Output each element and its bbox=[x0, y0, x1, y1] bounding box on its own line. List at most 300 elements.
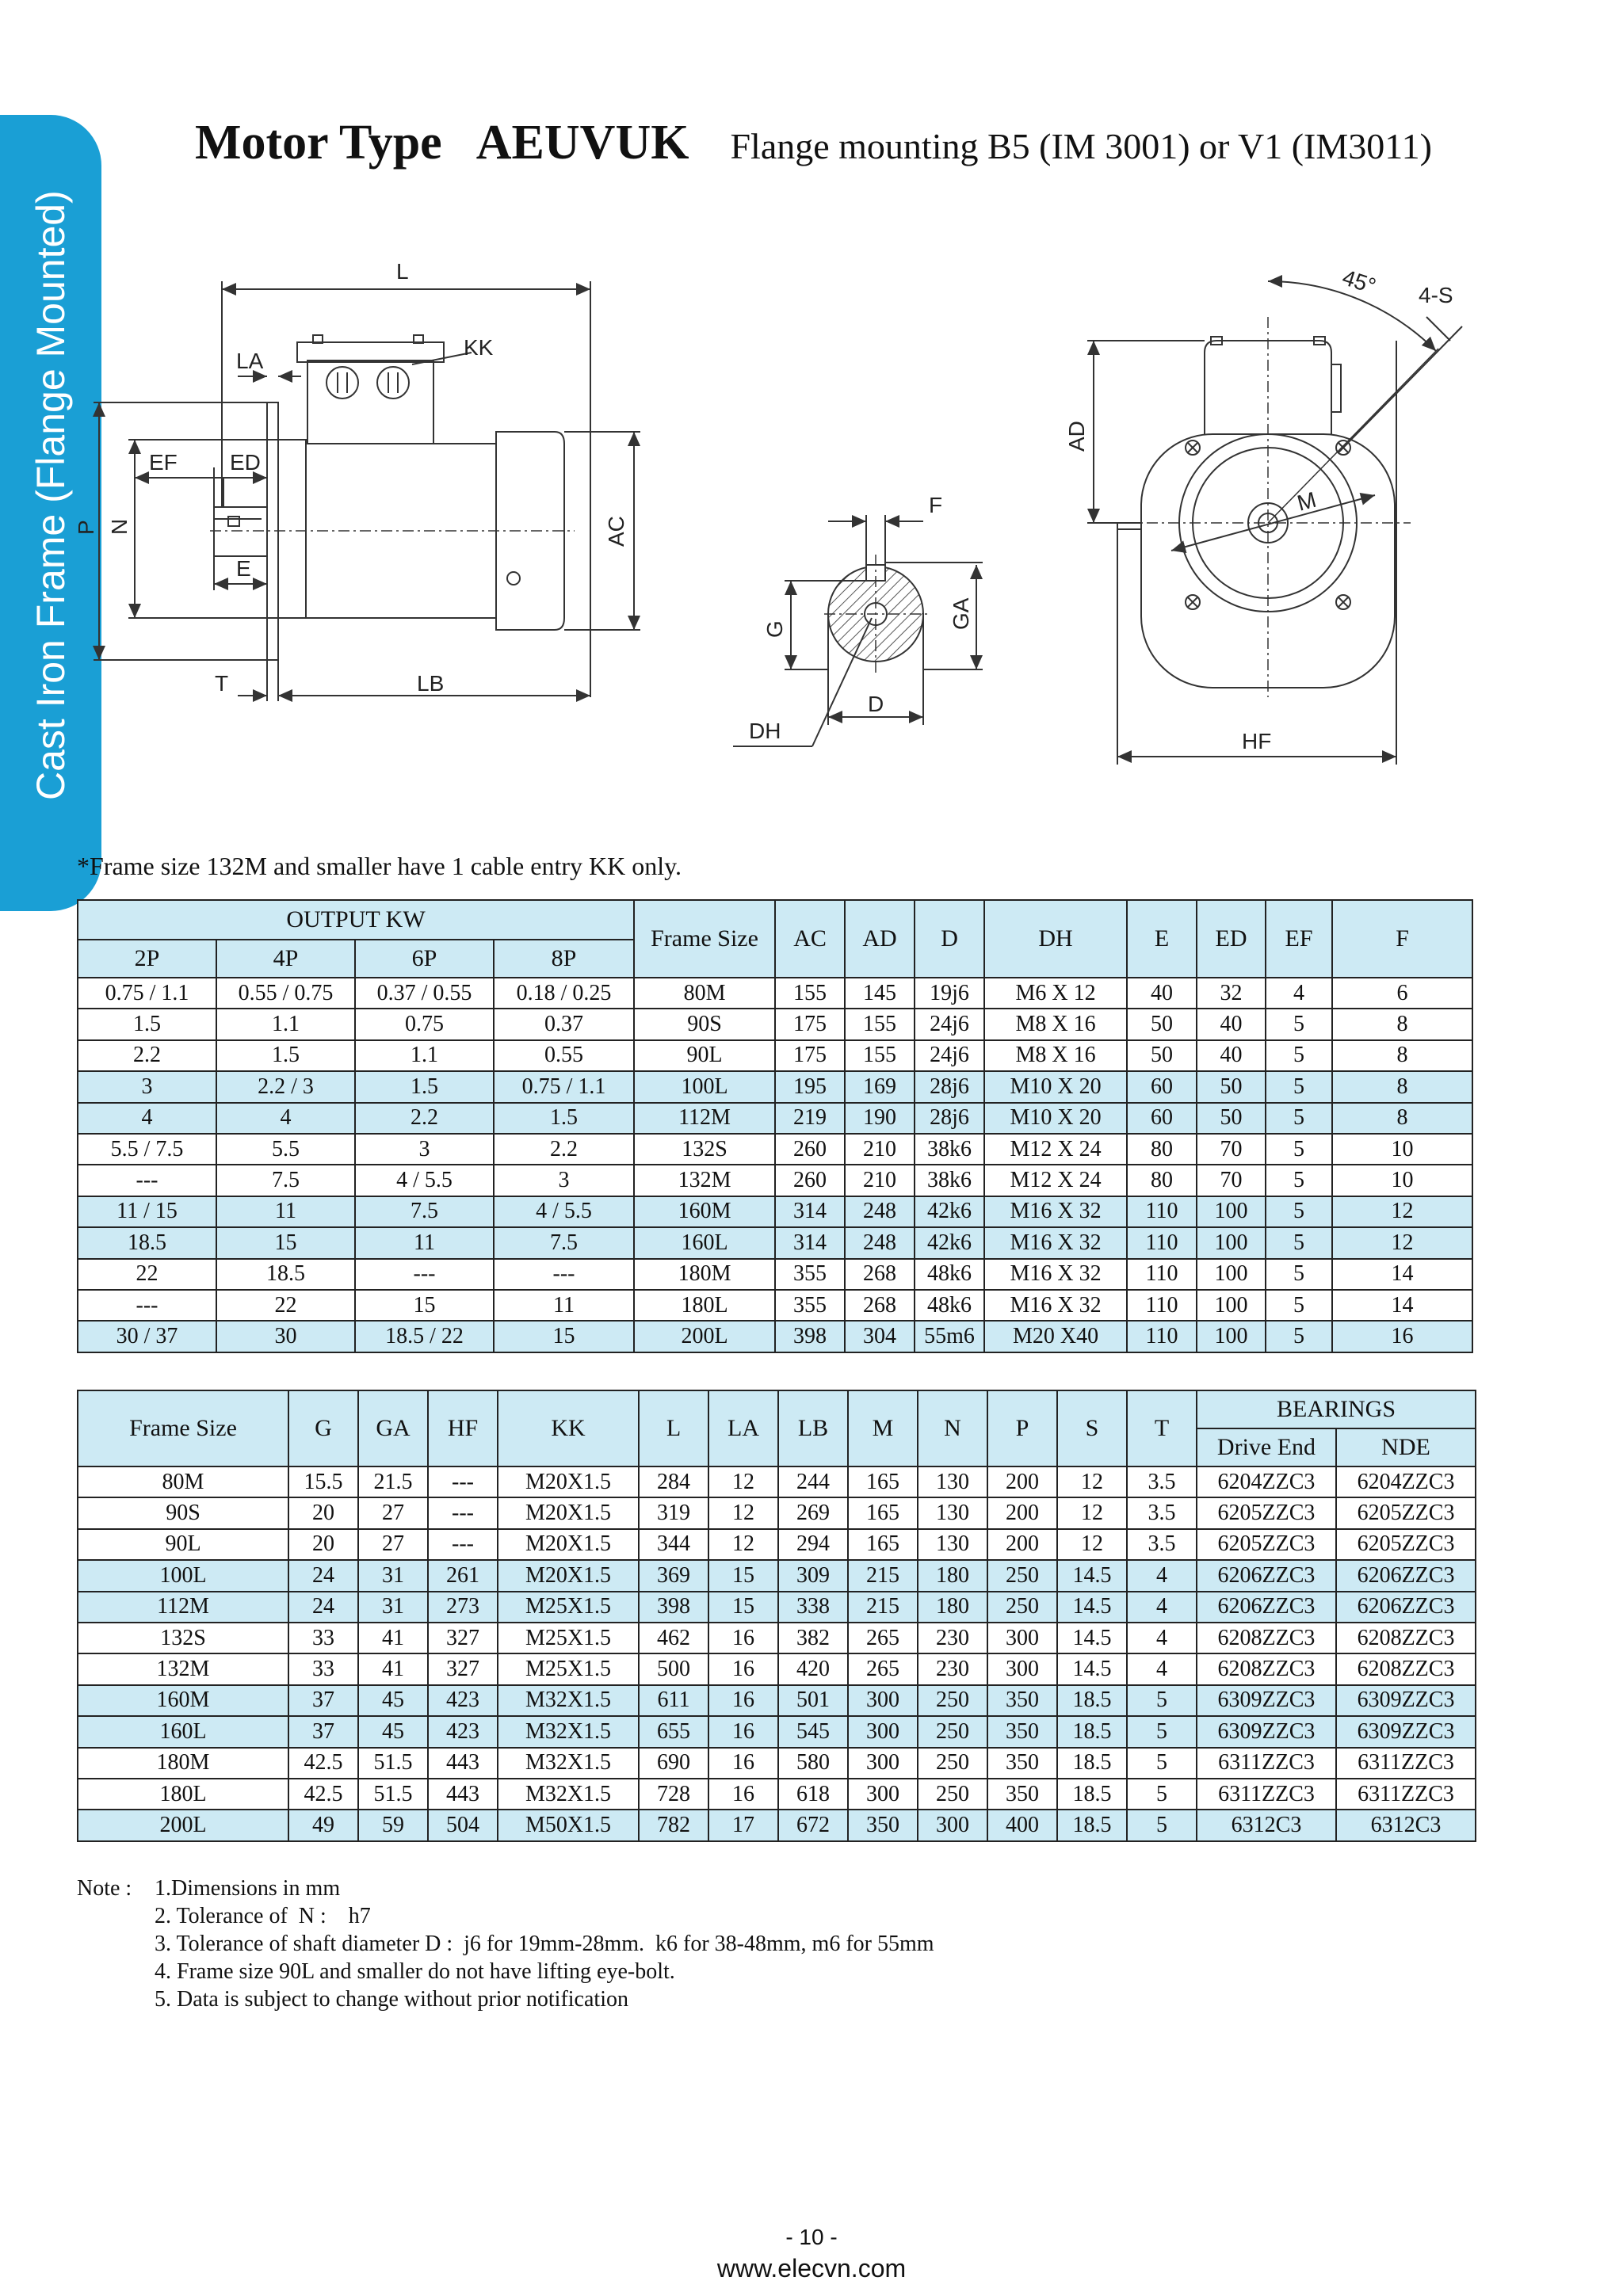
table-cell: 41 bbox=[358, 1653, 428, 1684]
table-cell: 45 bbox=[358, 1685, 428, 1716]
table-cell: 130 bbox=[918, 1497, 987, 1528]
table-cell: M16 X 32 bbox=[984, 1196, 1127, 1227]
table-cell: 265 bbox=[848, 1653, 918, 1684]
table-row bbox=[78, 1592, 1476, 1623]
table-cell: 160M bbox=[78, 1685, 288, 1716]
table-cell: 250 bbox=[918, 1748, 987, 1779]
table-cell: 90S bbox=[634, 1009, 775, 1039]
table-cell: 462 bbox=[639, 1623, 708, 1653]
col-header: AC bbox=[775, 900, 845, 978]
table-row bbox=[78, 1466, 1476, 1497]
table-cell: M32X1.5 bbox=[498, 1716, 639, 1747]
table-cell: 8 bbox=[1332, 1009, 1472, 1039]
table-cell: 16 bbox=[708, 1623, 778, 1653]
table-cell: 195 bbox=[775, 1071, 845, 1102]
table-cell: 3.5 bbox=[1127, 1497, 1197, 1528]
table-cell: 169 bbox=[845, 1071, 915, 1102]
table-cell: 155 bbox=[775, 978, 845, 1009]
table-cell: 230 bbox=[918, 1653, 987, 1684]
table-cell: 1.5 bbox=[355, 1071, 494, 1102]
table-cell: 100L bbox=[78, 1560, 288, 1591]
table-cell: 80M bbox=[78, 1466, 288, 1497]
table-cell: 0.75 / 1.1 bbox=[78, 978, 216, 1009]
table-cell: 110 bbox=[1127, 1227, 1197, 1258]
table-cell: 18.5 bbox=[78, 1227, 216, 1258]
table-cell: 42.5 bbox=[288, 1779, 358, 1810]
note-item: 4. Frame size 90L and smaller do not have lifting eye-bolt. bbox=[155, 1959, 675, 1984]
table-cell: 2.2 bbox=[355, 1103, 494, 1134]
table-cell: 350 bbox=[987, 1685, 1057, 1716]
table-cell: 12 bbox=[1057, 1497, 1127, 1528]
table-cell: 12 bbox=[708, 1497, 778, 1528]
table-cell: 5.5 bbox=[216, 1134, 355, 1165]
table-cell: M20X1.5 bbox=[498, 1466, 639, 1497]
table-cell: 80M bbox=[634, 978, 775, 1009]
note-item: 2. Tolerance of N : h7 bbox=[155, 1904, 371, 1928]
table-cell: 6206ZZC3 bbox=[1336, 1560, 1476, 1591]
table-cell: 300 bbox=[848, 1685, 918, 1716]
col-header: D bbox=[915, 900, 984, 978]
table-cell: 6206ZZC3 bbox=[1336, 1592, 1476, 1623]
label-AD: AD bbox=[1064, 421, 1089, 452]
col-header: F bbox=[1332, 900, 1472, 978]
table-cell: 420 bbox=[778, 1653, 848, 1684]
col-header: LB bbox=[778, 1390, 848, 1466]
table-row bbox=[78, 1134, 1472, 1165]
table-cell: 51.5 bbox=[358, 1748, 428, 1779]
table-cell: 6309ZZC3 bbox=[1197, 1716, 1336, 1747]
table-cell: 338 bbox=[778, 1592, 848, 1623]
notes-lead: Note : bbox=[77, 1876, 132, 1901]
table-cell: 18.5 bbox=[1057, 1779, 1127, 1810]
table-cell: M10 X 20 bbox=[984, 1103, 1127, 1134]
table-cell: M16 X 32 bbox=[984, 1290, 1127, 1321]
table-cell: 0.18 / 0.25 bbox=[494, 978, 634, 1009]
table-cell: 423 bbox=[428, 1716, 498, 1747]
table-cell: 4 bbox=[1127, 1560, 1197, 1591]
table-cell: 38k6 bbox=[915, 1165, 984, 1196]
table-cell: 51.5 bbox=[358, 1779, 428, 1810]
table-row bbox=[78, 1685, 1476, 1716]
table-cell: 369 bbox=[639, 1560, 708, 1591]
table-cell: 248 bbox=[845, 1227, 915, 1258]
table-cell: 5 bbox=[1127, 1748, 1197, 1779]
table-cell: 175 bbox=[775, 1040, 845, 1071]
table-cell: 1.5 bbox=[216, 1040, 355, 1071]
table-cell: 32 bbox=[1197, 978, 1266, 1009]
table-cell: 3.5 bbox=[1127, 1466, 1197, 1497]
table-cell: 7.5 bbox=[216, 1165, 355, 1196]
table-cell: M20X1.5 bbox=[498, 1529, 639, 1560]
table-cell: 4 / 5.5 bbox=[494, 1196, 634, 1227]
table-cell: 6311ZZC3 bbox=[1197, 1748, 1336, 1779]
table-cell: 11 bbox=[216, 1196, 355, 1227]
table-cell: 300 bbox=[848, 1716, 918, 1747]
table-cell: 268 bbox=[845, 1259, 915, 1290]
table-cell: 500 bbox=[639, 1653, 708, 1684]
table-cell: 0.55 bbox=[494, 1040, 634, 1071]
table-cell: 6309ZZC3 bbox=[1336, 1685, 1476, 1716]
table-cell: 180L bbox=[634, 1290, 775, 1321]
table-cell: 27 bbox=[358, 1529, 428, 1560]
table-cell: 690 bbox=[639, 1748, 708, 1779]
table-cell: 5 bbox=[1266, 1259, 1332, 1290]
label-ED: ED bbox=[230, 450, 261, 475]
table-cell: 24 bbox=[288, 1592, 358, 1623]
col-header: EF bbox=[1266, 900, 1332, 978]
table-cell: 6208ZZC3 bbox=[1336, 1653, 1476, 1684]
table-cell: 250 bbox=[918, 1685, 987, 1716]
table-cell: 180 bbox=[918, 1560, 987, 1591]
table-cell: 37 bbox=[288, 1716, 358, 1747]
table-cell: 6311ZZC3 bbox=[1336, 1748, 1476, 1779]
table-cell: --- bbox=[428, 1466, 498, 1497]
table-cell: 18.5 bbox=[1057, 1716, 1127, 1747]
table-cell: 355 bbox=[775, 1259, 845, 1290]
table-cell: 728 bbox=[639, 1779, 708, 1810]
table-cell: 3.5 bbox=[1127, 1529, 1197, 1560]
note-item: 1.Dimensions in mm bbox=[155, 1876, 341, 1901]
table-cell: 50 bbox=[1197, 1071, 1266, 1102]
table-cell: 5 bbox=[1266, 1071, 1332, 1102]
table-cell: M8 X 16 bbox=[984, 1009, 1127, 1039]
table-cell: 12 bbox=[708, 1529, 778, 1560]
table-cell: 400 bbox=[987, 1810, 1057, 1840]
table-cell: 20 bbox=[288, 1529, 358, 1560]
table-cell: 80 bbox=[1127, 1165, 1197, 1196]
mounting-subtitle: Flange mounting B5 (IM 3001) or V1 (IM3011) bbox=[730, 126, 1432, 166]
table-cell: 5.5 / 7.5 bbox=[78, 1134, 216, 1165]
table-cell: M6 X 12 bbox=[984, 978, 1127, 1009]
table-cell: 22 bbox=[78, 1259, 216, 1290]
col-header: L bbox=[639, 1390, 708, 1466]
table-cell: 55m6 bbox=[915, 1321, 984, 1352]
table-cell: 7.5 bbox=[494, 1227, 634, 1258]
table-cell: 42k6 bbox=[915, 1196, 984, 1227]
table-cell: 260 bbox=[775, 1165, 845, 1196]
table-cell: 314 bbox=[775, 1227, 845, 1258]
table-cell: 12 bbox=[1057, 1466, 1127, 1497]
table-cell: 22 bbox=[216, 1290, 355, 1321]
frame-dimensions-table bbox=[77, 1390, 1476, 1842]
page-number: - 10 - bbox=[785, 2225, 838, 2249]
table-cell: M32X1.5 bbox=[498, 1748, 639, 1779]
table-cell: 10 bbox=[1332, 1134, 1472, 1165]
table-cell: 230 bbox=[918, 1623, 987, 1653]
table-cell: --- bbox=[78, 1290, 216, 1321]
table-cell: 100L bbox=[634, 1071, 775, 1102]
table-cell: 42.5 bbox=[288, 1748, 358, 1779]
table-cell: 655 bbox=[639, 1716, 708, 1747]
table-cell: 200 bbox=[987, 1466, 1057, 1497]
table-cell: 15 bbox=[355, 1290, 494, 1321]
table-cell: 215 bbox=[848, 1560, 918, 1591]
table-cell: 180L bbox=[78, 1779, 288, 1810]
side-tab-label: Cast Iron Frame (Flange Mounted) bbox=[29, 190, 73, 800]
table-cell: 261 bbox=[428, 1560, 498, 1591]
table-cell: 273 bbox=[428, 1592, 498, 1623]
table-cell: 110 bbox=[1127, 1196, 1197, 1227]
table-cell: 160M bbox=[634, 1196, 775, 1227]
table-cell: --- bbox=[355, 1259, 494, 1290]
label-P: P bbox=[74, 520, 98, 535]
table-cell: 6312C3 bbox=[1336, 1810, 1476, 1840]
table-cell: M25X1.5 bbox=[498, 1623, 639, 1653]
pole-header: 8P bbox=[494, 940, 634, 978]
table-cell: 180M bbox=[78, 1748, 288, 1779]
table-cell: 40 bbox=[1127, 978, 1197, 1009]
label-HF: HF bbox=[1242, 729, 1272, 753]
table-cell: 165 bbox=[848, 1497, 918, 1528]
table-cell: 10 bbox=[1332, 1165, 1472, 1196]
table-cell: 4 bbox=[78, 1103, 216, 1134]
table-cell: 15.5 bbox=[288, 1466, 358, 1497]
table-cell: 132S bbox=[634, 1134, 775, 1165]
pole-header: 2P bbox=[78, 940, 216, 978]
table-cell: 200 bbox=[987, 1497, 1057, 1528]
table-cell: 37 bbox=[288, 1685, 358, 1716]
table-cell: M32X1.5 bbox=[498, 1779, 639, 1810]
website-url: www.elecvn.com bbox=[716, 2254, 907, 2283]
table-cell: 110 bbox=[1127, 1321, 1197, 1352]
col-header: G bbox=[288, 1390, 358, 1466]
col-header: LA bbox=[708, 1390, 778, 1466]
label-LB: LB bbox=[417, 671, 445, 696]
table-cell: 580 bbox=[778, 1748, 848, 1779]
table-cell: 155 bbox=[845, 1040, 915, 1071]
table-cell: 16 bbox=[708, 1653, 778, 1684]
table-cell: 6204ZZC3 bbox=[1336, 1466, 1476, 1497]
table-row bbox=[78, 1716, 1476, 1747]
table-row bbox=[78, 1623, 1476, 1653]
table-cell: 130 bbox=[918, 1466, 987, 1497]
note-item: 3. Tolerance of shaft diameter D : j6 for 19mm-28mm. k6 for 38-48mm, m6 for 55mm bbox=[155, 1932, 934, 1956]
table-cell: 5 bbox=[1266, 1321, 1332, 1352]
table-cell: 5 bbox=[1266, 1134, 1332, 1165]
table-cell: 50 bbox=[1127, 1009, 1197, 1039]
table-cell: 60 bbox=[1127, 1103, 1197, 1134]
table-cell: M12 X 24 bbox=[984, 1165, 1127, 1196]
table-cell: 6309ZZC3 bbox=[1197, 1685, 1336, 1716]
table-cell: 5 bbox=[1266, 1009, 1332, 1039]
table-cell: 11 bbox=[355, 1227, 494, 1258]
label-4-S: 4-S bbox=[1419, 283, 1453, 307]
label-E: E bbox=[236, 556, 251, 581]
col-header: E bbox=[1127, 900, 1197, 978]
table-cell: M16 X 32 bbox=[984, 1227, 1127, 1258]
table-cell: 30 / 37 bbox=[78, 1321, 216, 1352]
table-cell: 6312C3 bbox=[1197, 1810, 1336, 1840]
table-cell: 15 bbox=[216, 1227, 355, 1258]
table-cell: 1.5 bbox=[78, 1009, 216, 1039]
col-header: N bbox=[918, 1390, 987, 1466]
motor-dimension-drawings bbox=[0, 0, 1623, 840]
table-row bbox=[78, 1653, 1476, 1684]
table-row bbox=[78, 1779, 1476, 1810]
table-cell: --- bbox=[428, 1529, 498, 1560]
table-cell: 14.5 bbox=[1057, 1653, 1127, 1684]
label-KK: KK bbox=[464, 335, 494, 360]
table-cell: 250 bbox=[918, 1779, 987, 1810]
table-cell: 0.55 / 0.75 bbox=[216, 978, 355, 1009]
table-cell: 6206ZZC3 bbox=[1197, 1592, 1336, 1623]
table-cell: 398 bbox=[639, 1592, 708, 1623]
table-cell: 18.5 bbox=[216, 1259, 355, 1290]
table-cell: 782 bbox=[639, 1810, 708, 1840]
table-cell: 6208ZZC3 bbox=[1197, 1653, 1336, 1684]
table-cell: 300 bbox=[918, 1810, 987, 1840]
table-cell: M32X1.5 bbox=[498, 1685, 639, 1716]
table-cell: 294 bbox=[778, 1529, 848, 1560]
table-cell: 672 bbox=[778, 1810, 848, 1840]
table-cell: 70 bbox=[1197, 1134, 1266, 1165]
table-cell: 0.75 / 1.1 bbox=[494, 1071, 634, 1102]
table-cell: 15 bbox=[494, 1321, 634, 1352]
table-cell: 12 bbox=[1332, 1227, 1472, 1258]
table-cell: M20 X40 bbox=[984, 1321, 1127, 1352]
table-cell: 70 bbox=[1197, 1165, 1266, 1196]
table-row bbox=[78, 1810, 1476, 1840]
table-cell: 90L bbox=[78, 1529, 288, 1560]
table-cell: 6208ZZC3 bbox=[1336, 1623, 1476, 1653]
table-cell: 5 bbox=[1127, 1716, 1197, 1747]
table-cell: 30 bbox=[216, 1321, 355, 1352]
table-cell: 314 bbox=[775, 1196, 845, 1227]
table-cell: 350 bbox=[987, 1716, 1057, 1747]
table-cell: 110 bbox=[1127, 1259, 1197, 1290]
col-header: M bbox=[848, 1390, 918, 1466]
table-cell: 4 bbox=[1266, 978, 1332, 1009]
table-cell: 423 bbox=[428, 1685, 498, 1716]
table-row bbox=[78, 1748, 1476, 1779]
table-cell: 350 bbox=[987, 1748, 1057, 1779]
table-cell: 190 bbox=[845, 1103, 915, 1134]
table-cell: 443 bbox=[428, 1748, 498, 1779]
notes-section bbox=[77, 1875, 934, 2013]
table-cell: 611 bbox=[639, 1685, 708, 1716]
table-cell: 112M bbox=[78, 1592, 288, 1623]
table-cell: 18.5 bbox=[1057, 1810, 1127, 1840]
table-cell: 12 bbox=[1057, 1529, 1127, 1560]
table-cell: M20X1.5 bbox=[498, 1497, 639, 1528]
table-cell: 200L bbox=[634, 1321, 775, 1352]
table-cell: 49 bbox=[288, 1810, 358, 1840]
table-cell: 165 bbox=[848, 1529, 918, 1560]
pole-header: 4P bbox=[216, 940, 355, 978]
table-cell: 355 bbox=[775, 1290, 845, 1321]
table-cell: 28j6 bbox=[915, 1103, 984, 1134]
table-row bbox=[78, 1227, 1472, 1258]
table-cell: --- bbox=[494, 1259, 634, 1290]
table-cell: 24j6 bbox=[915, 1009, 984, 1039]
table-cell: 210 bbox=[845, 1165, 915, 1196]
table-cell: --- bbox=[428, 1497, 498, 1528]
pole-header: 6P bbox=[355, 940, 494, 978]
table-cell: 8 bbox=[1332, 1103, 1472, 1134]
table-cell: 155 bbox=[845, 1009, 915, 1039]
col-header: HF bbox=[428, 1390, 498, 1466]
label-45-degrees: 45° bbox=[1339, 265, 1379, 299]
table-cell: 18.5 bbox=[1057, 1685, 1127, 1716]
col-header: T bbox=[1127, 1390, 1197, 1466]
table-cell: 15 bbox=[708, 1592, 778, 1623]
table-cell: 16 bbox=[708, 1685, 778, 1716]
table-cell: 132S bbox=[78, 1623, 288, 1653]
table-cell: 100 bbox=[1197, 1321, 1266, 1352]
table-cell: --- bbox=[78, 1165, 216, 1196]
table-cell: 16 bbox=[708, 1716, 778, 1747]
table-cell: 1.5 bbox=[494, 1103, 634, 1134]
table-cell: 284 bbox=[639, 1466, 708, 1497]
table-cell: 100 bbox=[1197, 1227, 1266, 1258]
table-cell: 200L bbox=[78, 1810, 288, 1840]
table-cell: M10 X 20 bbox=[984, 1071, 1127, 1102]
table-cell: 50 bbox=[1197, 1103, 1266, 1134]
table-cell: M25X1.5 bbox=[498, 1653, 639, 1684]
table-cell: 14.5 bbox=[1057, 1560, 1127, 1591]
table-cell: 15 bbox=[708, 1560, 778, 1591]
table-cell: 248 bbox=[845, 1196, 915, 1227]
table-cell: 5 bbox=[1127, 1779, 1197, 1810]
table-cell: 14 bbox=[1332, 1259, 1472, 1290]
note-item: 5. Data is subject to change without prior notification bbox=[155, 1987, 628, 2012]
table-cell: 504 bbox=[428, 1810, 498, 1840]
table-cell: 1.1 bbox=[355, 1040, 494, 1071]
table-row bbox=[78, 1497, 1476, 1528]
table-cell: 5 bbox=[1266, 1196, 1332, 1227]
table-cell: 16 bbox=[708, 1779, 778, 1810]
table-cell: 100 bbox=[1197, 1290, 1266, 1321]
table-cell: 250 bbox=[987, 1560, 1057, 1591]
label-T: T bbox=[215, 671, 229, 696]
table-cell: 18.5 bbox=[1057, 1748, 1127, 1779]
table-cell: 1.1 bbox=[216, 1009, 355, 1039]
table-cell: 6204ZZC3 bbox=[1197, 1466, 1336, 1497]
table-row bbox=[78, 1196, 1472, 1227]
col-header: P bbox=[987, 1390, 1057, 1466]
label-D: D bbox=[868, 692, 884, 716]
table-cell: 300 bbox=[987, 1623, 1057, 1653]
table-cell: 0.37 bbox=[494, 1009, 634, 1039]
table-cell: 300 bbox=[848, 1748, 918, 1779]
table-cell: 48k6 bbox=[915, 1290, 984, 1321]
table-cell: 382 bbox=[778, 1623, 848, 1653]
table-cell: 250 bbox=[918, 1716, 987, 1747]
col-header: S bbox=[1057, 1390, 1127, 1466]
table-cell: 5 bbox=[1266, 1290, 1332, 1321]
table-cell: 11 / 15 bbox=[78, 1196, 216, 1227]
table-cell: 398 bbox=[775, 1321, 845, 1352]
table-cell: 350 bbox=[987, 1779, 1057, 1810]
table-cell: 2.2 bbox=[78, 1040, 216, 1071]
table-cell: 200 bbox=[987, 1529, 1057, 1560]
table-cell: 41 bbox=[358, 1623, 428, 1653]
table-cell: 2.2 / 3 bbox=[216, 1071, 355, 1102]
table-cell: M12 X 24 bbox=[984, 1134, 1127, 1165]
table-cell: 40 bbox=[1197, 1040, 1266, 1071]
table-row bbox=[78, 1103, 1472, 1134]
table-row bbox=[78, 1165, 1472, 1196]
table-cell: 268 bbox=[845, 1290, 915, 1321]
table-cell: 11 bbox=[494, 1290, 634, 1321]
table-cell: 8 bbox=[1332, 1040, 1472, 1071]
table-cell: 33 bbox=[288, 1623, 358, 1653]
table-cell: 60 bbox=[1127, 1071, 1197, 1102]
table-cell: 6311ZZC3 bbox=[1197, 1779, 1336, 1810]
label-M: M bbox=[1294, 486, 1319, 516]
table-cell: 20 bbox=[288, 1497, 358, 1528]
label-G: G bbox=[762, 620, 787, 638]
